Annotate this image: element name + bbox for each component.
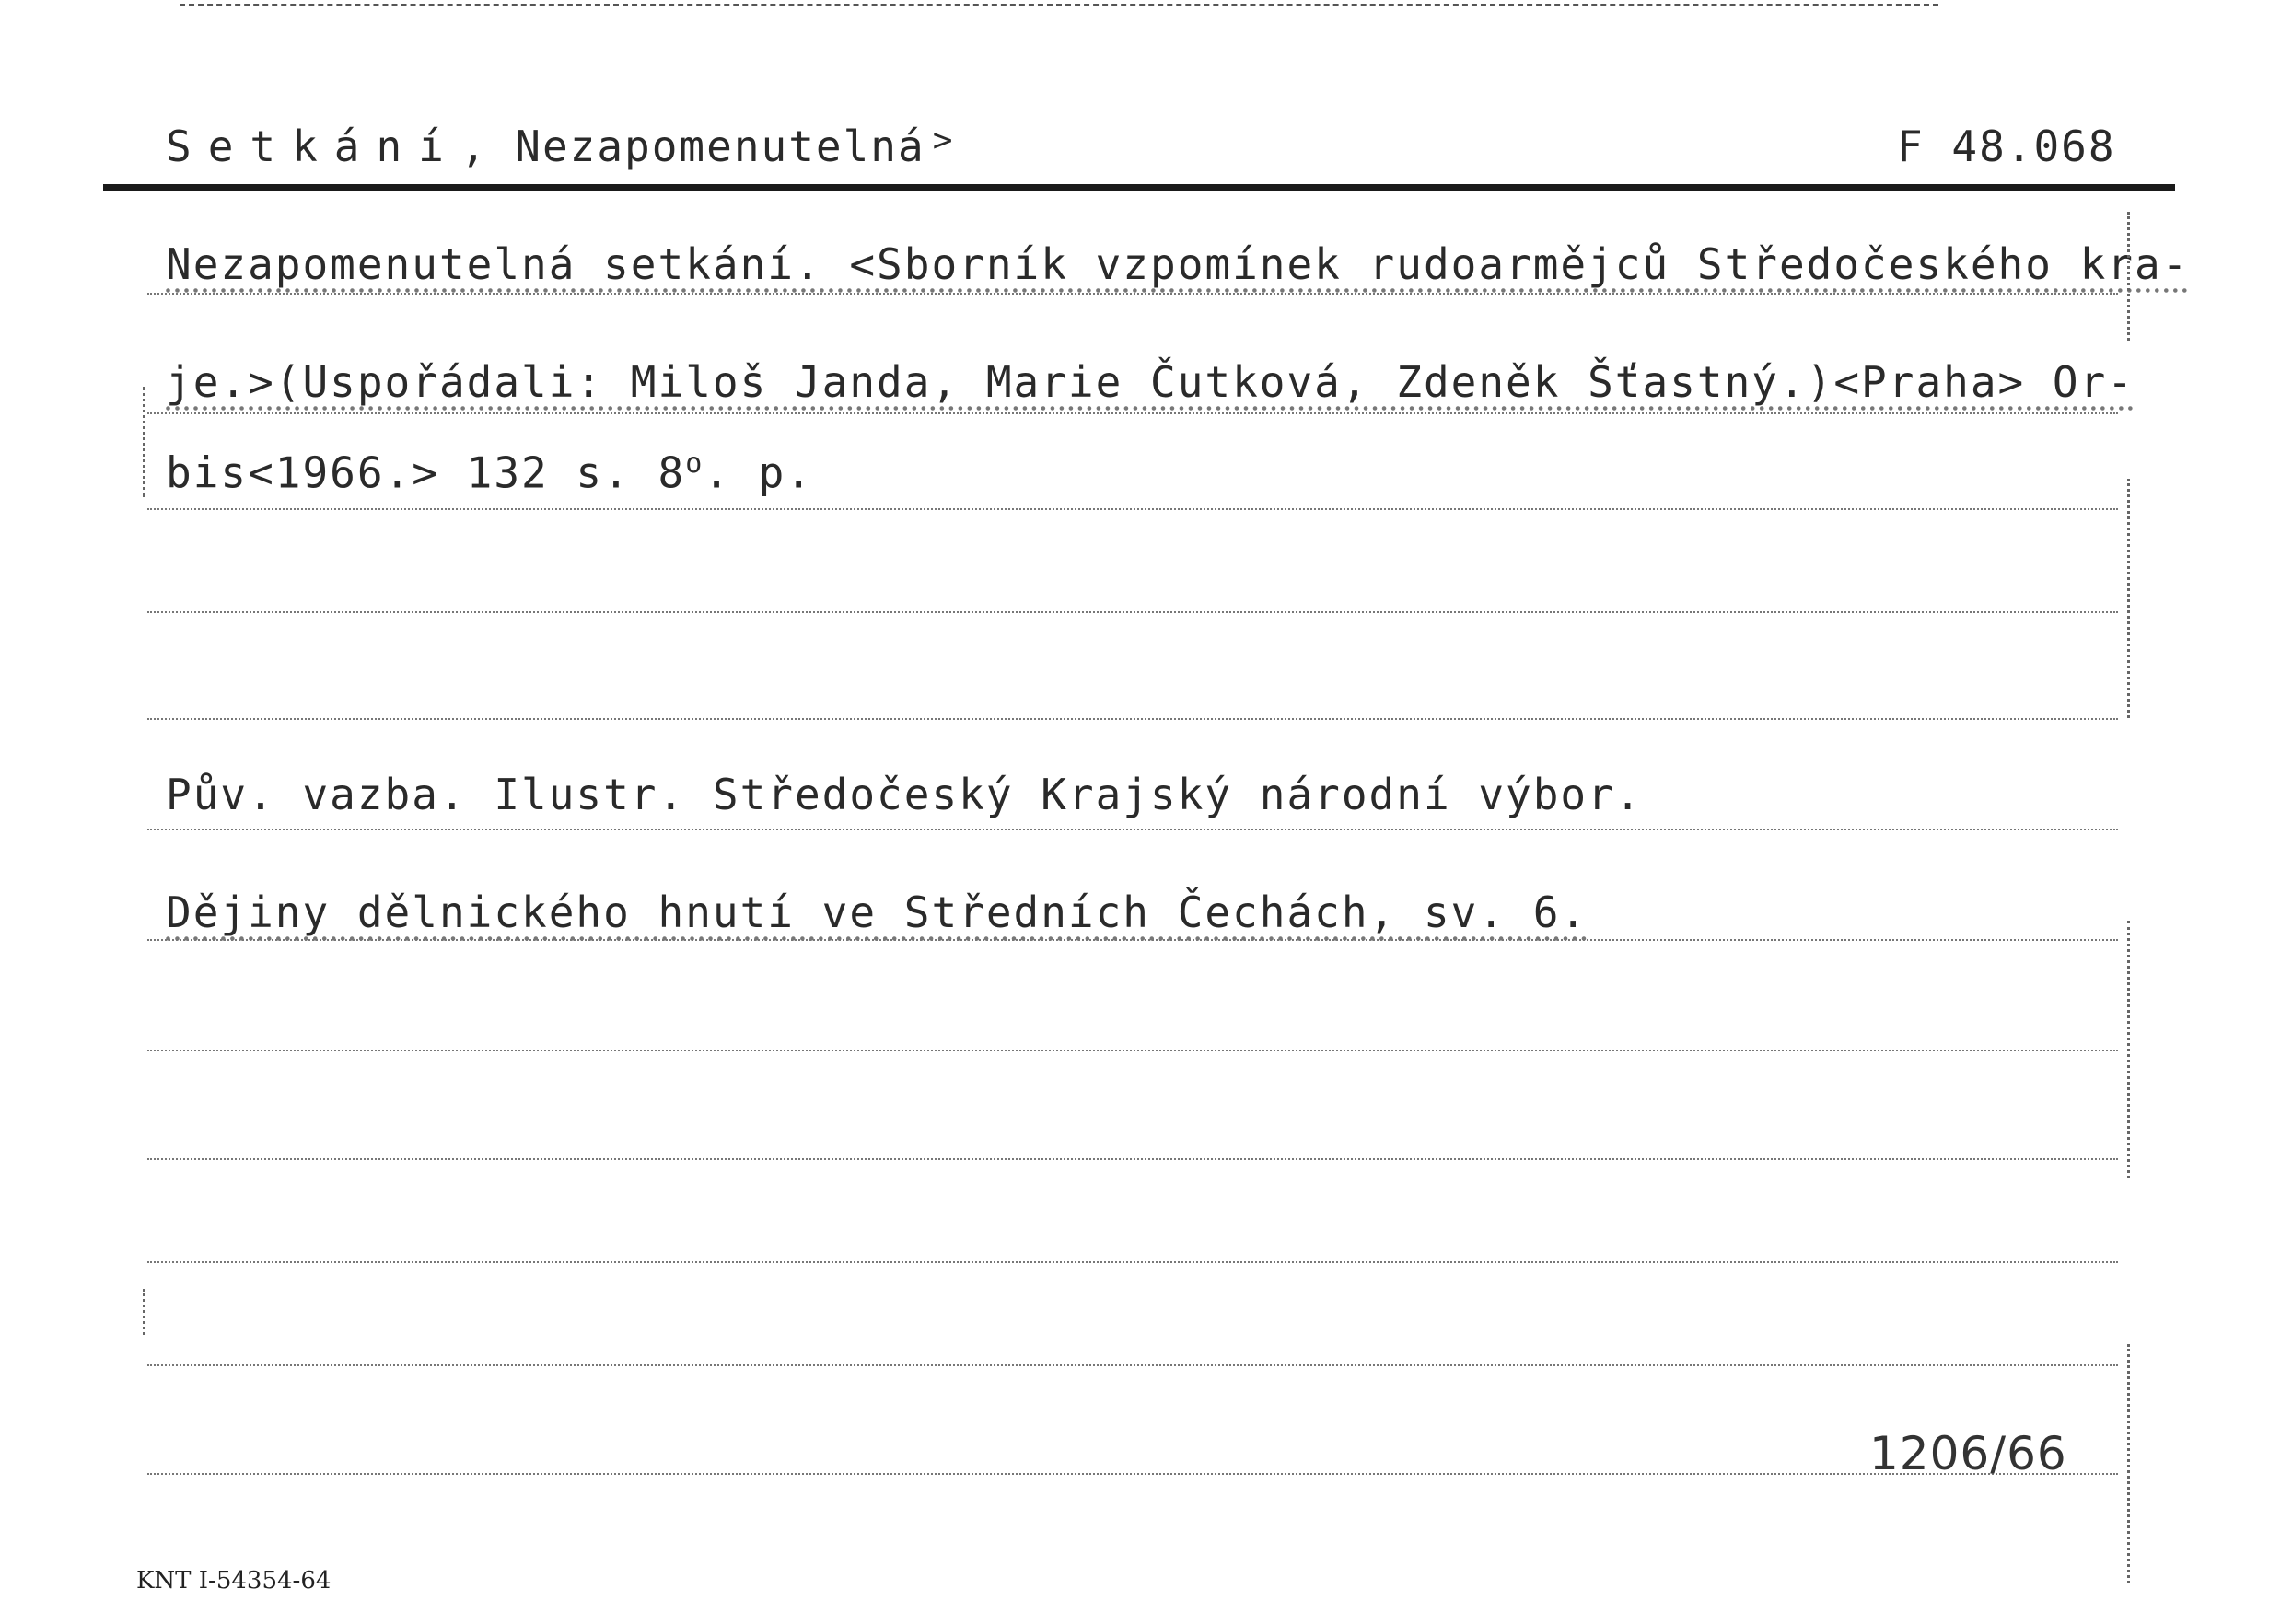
card-rule-4	[147, 611, 2118, 613]
shelfmark: F 48.068	[1897, 122, 2116, 171]
card-rule-5	[147, 718, 2118, 720]
card-rule-7	[147, 939, 2118, 941]
entry-format-superscript: o	[685, 447, 704, 480]
card-footer-code: KNT I-54354-64	[136, 1567, 332, 1595]
heading-line	[166, 122, 954, 171]
entry-line-1: Nezapomenutelná setkání. <Sborník vzpomínek rudoarmějců Středočeského kra-	[166, 239, 2190, 289]
entry-line-3-text: bis<1966.> 132 s. 8	[166, 447, 686, 498]
heading-mark: >	[932, 122, 955, 159]
notes-line-1: Pův. vazba. Ilustr. Středočeský Krajský národní výbor.	[166, 770, 1643, 819]
accession-number: 1206/66	[1869, 1427, 2067, 1480]
card-rule-1	[147, 293, 2118, 295]
heading-rule	[103, 184, 2175, 191]
left-edge-marks-2	[143, 1289, 145, 1335]
heading-title-rest: , Nezapomenutelná	[460, 122, 925, 171]
card-rule-10	[147, 1261, 2118, 1263]
card-rule-6	[147, 829, 2118, 830]
card-rule-9	[147, 1158, 2118, 1160]
right-edge-marks-2	[2127, 479, 2130, 718]
card-rule-8	[147, 1050, 2118, 1051]
card-rule-2	[147, 412, 2118, 414]
entry-line-2: je.>(Uspořádali: Miloš Janda, Marie Čutková, Zdeněk Šťastný.)<Praha> Or-	[166, 357, 2135, 407]
card-rule-11	[147, 1364, 2118, 1366]
heading-title: Setkání	[166, 122, 460, 171]
right-edge-marks-4	[2127, 1344, 2130, 1583]
notes-line-2: Dějiny dělnického hnutí ve Středních Čechách, sv. 6.	[166, 887, 1588, 937]
left-edge-marks-1	[143, 387, 145, 497]
entry-line-3	[166, 447, 813, 497]
card-rule-3	[147, 508, 2118, 510]
entry-line-3-end: . p.	[704, 447, 814, 498]
right-edge-marks-3	[2127, 921, 2130, 1178]
top-edge-rule	[180, 4, 1938, 6]
card-rule-12	[147, 1473, 2118, 1475]
right-edge-marks-1	[2127, 212, 2130, 341]
